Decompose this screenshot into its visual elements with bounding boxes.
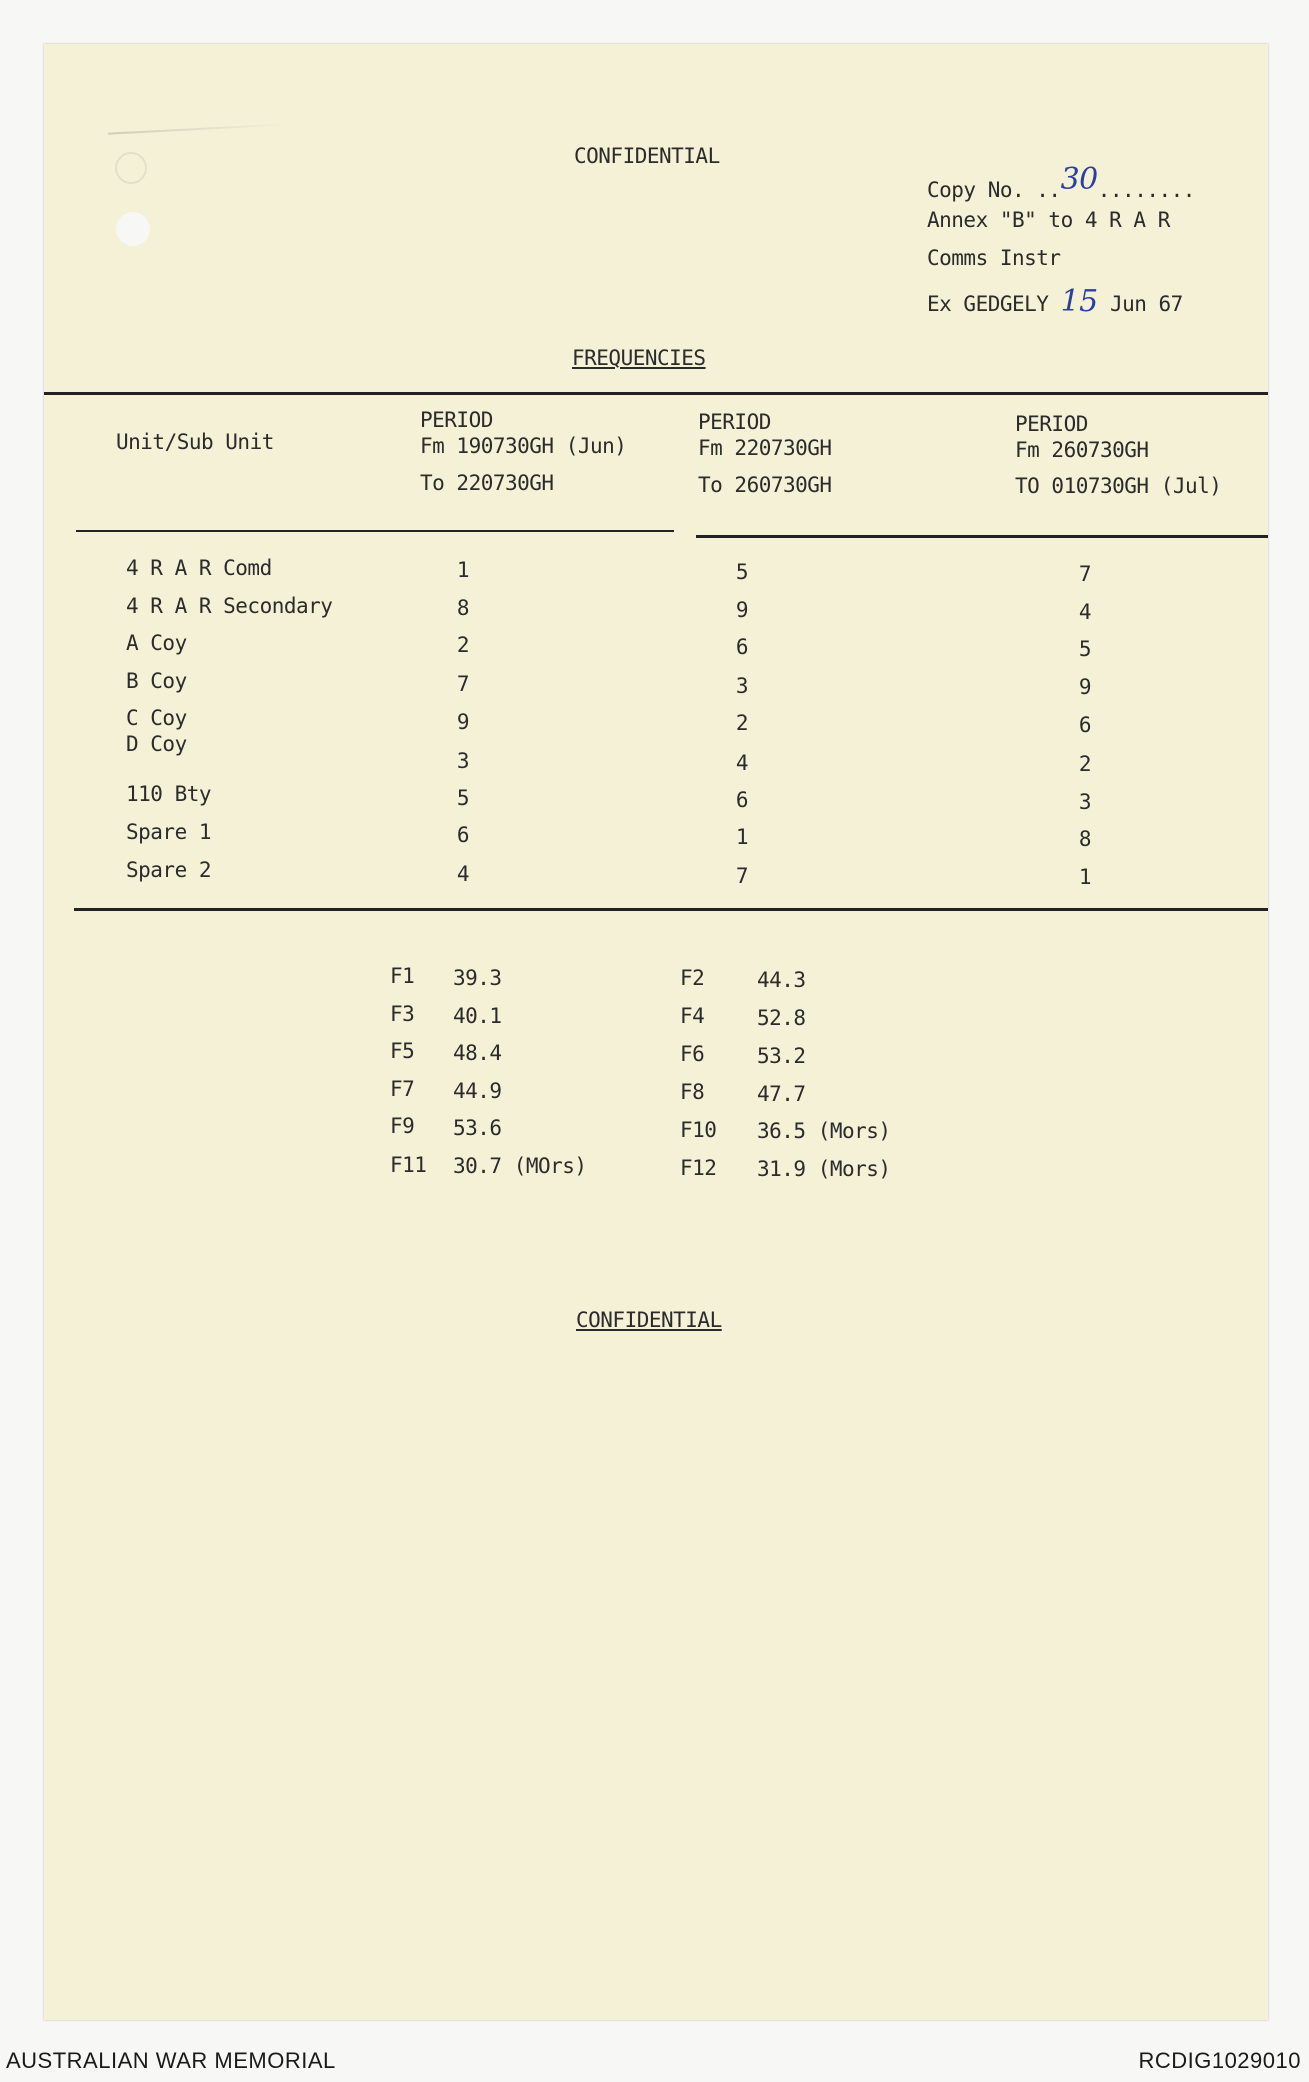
- header-rule-left: [76, 530, 674, 532]
- table-row-p1: 9: [456, 710, 470, 734]
- exercise-date-rest: Jun 67: [1109, 292, 1183, 316]
- table-row-unit: D Coy: [126, 732, 187, 756]
- frequency-value: 40.1: [453, 1004, 502, 1028]
- document-page: [44, 44, 1268, 2020]
- period-1-to: To 220730GH: [420, 471, 554, 495]
- frequency-value: 44.9: [453, 1079, 502, 1103]
- table-row-unit: 4 R A R Comd: [126, 556, 272, 580]
- header-rule-right: [696, 535, 1268, 538]
- paper-mark: [108, 123, 288, 134]
- table-row-p2: 7: [735, 864, 749, 888]
- table-row-p3: 6: [1078, 713, 1092, 737]
- frequency-value: 30.7 (MOrs): [453, 1154, 587, 1178]
- table-row-p2: 9: [735, 598, 749, 622]
- table-row-p1: 8: [456, 596, 470, 620]
- table-row-unit: B Coy: [126, 669, 187, 693]
- frequency-code: F5: [390, 1039, 415, 1063]
- table-row-p3: 8: [1078, 827, 1092, 851]
- table-row-p2: 2: [735, 711, 749, 735]
- table-row-p3: 7: [1078, 562, 1092, 586]
- table-row-p3: 3: [1078, 790, 1092, 814]
- table-row-unit: 4 R A R Secondary: [126, 594, 333, 618]
- table-bottom-rule: [74, 908, 1268, 911]
- archive-caption-left: AUSTRALIAN WAR MEMORIAL: [6, 2048, 336, 2073]
- period-1-label: PERIOD: [420, 408, 493, 432]
- frequency-value: 36.5 (Mors): [757, 1119, 891, 1143]
- table-row-p1: 4: [456, 862, 470, 886]
- frequency-code: F1: [390, 964, 415, 988]
- table-row-p2: 3: [735, 674, 749, 698]
- table-row-p3: 4: [1078, 600, 1092, 624]
- table-row-unit: 110 Bty: [126, 782, 212, 806]
- frequency-code: F8: [680, 1080, 705, 1104]
- punch-hole: [116, 212, 150, 246]
- table-row-p3: 5: [1078, 637, 1092, 661]
- instr-line: Comms Instr: [927, 246, 1061, 270]
- table-row-p3: 9: [1078, 675, 1092, 699]
- table-row-p3: 2: [1078, 752, 1092, 776]
- period-2-to: To 260730GH: [698, 473, 832, 497]
- table-row-p1: 2: [456, 633, 470, 657]
- exercise-day-handwritten: 15: [1060, 284, 1098, 319]
- exercise-line: [927, 284, 1183, 319]
- exercise-label: Ex GEDGELY: [927, 292, 1049, 316]
- table-row-p1: 7: [456, 672, 470, 696]
- table-row-p2: 4: [735, 751, 749, 775]
- table-row-p1: 5: [456, 786, 470, 810]
- frequency-code: F2: [680, 966, 705, 990]
- frequency-value: 31.9 (Mors): [757, 1157, 891, 1181]
- copy-number-dots: ........: [1097, 178, 1195, 202]
- frequency-value: 44.3: [757, 968, 806, 992]
- table-row-p2: 1: [735, 825, 749, 849]
- classification-bottom: CONFIDENTIAL: [576, 1308, 722, 1332]
- frequency-code: F10: [680, 1118, 717, 1142]
- table-row-p1: 1: [456, 558, 470, 582]
- frequency-value: 47.7: [757, 1082, 806, 1106]
- frequency-value: 52.8: [757, 1006, 806, 1030]
- frequency-code: F6: [680, 1042, 705, 1066]
- table-row-p1: 3: [456, 749, 470, 773]
- table-row-unit: A Coy: [126, 631, 187, 655]
- period-2-from: Fm 220730GH: [698, 436, 832, 460]
- copy-number-handwritten: 30: [1060, 162, 1098, 197]
- frequency-code: F9: [390, 1114, 415, 1138]
- table-row-unit: C Coy: [126, 706, 187, 730]
- page-title: FREQUENCIES: [572, 346, 706, 370]
- frequency-value: 39.3: [453, 966, 502, 990]
- period-1-from: Fm 190730GH (Jun): [420, 434, 627, 458]
- annex-line: Annex "B" to 4 R A R: [927, 208, 1170, 232]
- frequency-value: 53.6: [453, 1116, 502, 1140]
- table-top-rule: [44, 392, 1268, 395]
- frequency-code: F7: [390, 1077, 415, 1101]
- table-row-p2: 5: [735, 560, 749, 584]
- period-3-to: TO 010730GH (Jul): [1015, 474, 1222, 498]
- archive-caption-right: RCDIG1029010: [1138, 2048, 1301, 2073]
- frequency-code: F3: [390, 1002, 415, 1026]
- table-row-p3: 1: [1078, 865, 1092, 889]
- frequency-value: 48.4: [453, 1041, 502, 1065]
- table-row-p1: 6: [456, 823, 470, 847]
- table-row-p2: 6: [735, 788, 749, 812]
- period-3-from: Fm 260730GH: [1015, 438, 1149, 462]
- pin-hole-mark: [115, 152, 147, 184]
- frequency-code: F11: [390, 1153, 427, 1177]
- frequency-code: F4: [680, 1004, 705, 1028]
- unit-column-header: Unit/Sub Unit: [116, 430, 274, 454]
- frequency-code: F12: [680, 1156, 717, 1180]
- period-2-label: PERIOD: [698, 410, 771, 434]
- period-3-label: PERIOD: [1015, 412, 1088, 436]
- table-row-unit: Spare 1: [126, 820, 212, 844]
- classification-top: CONFIDENTIAL: [574, 144, 720, 168]
- table-row-p2: 6: [735, 635, 749, 659]
- table-row-unit: Spare 2: [126, 858, 212, 882]
- copy-number-label: Copy No. ..: [927, 178, 1061, 202]
- frequency-value: 53.2: [757, 1044, 806, 1068]
- copy-number-line: [927, 162, 1195, 205]
